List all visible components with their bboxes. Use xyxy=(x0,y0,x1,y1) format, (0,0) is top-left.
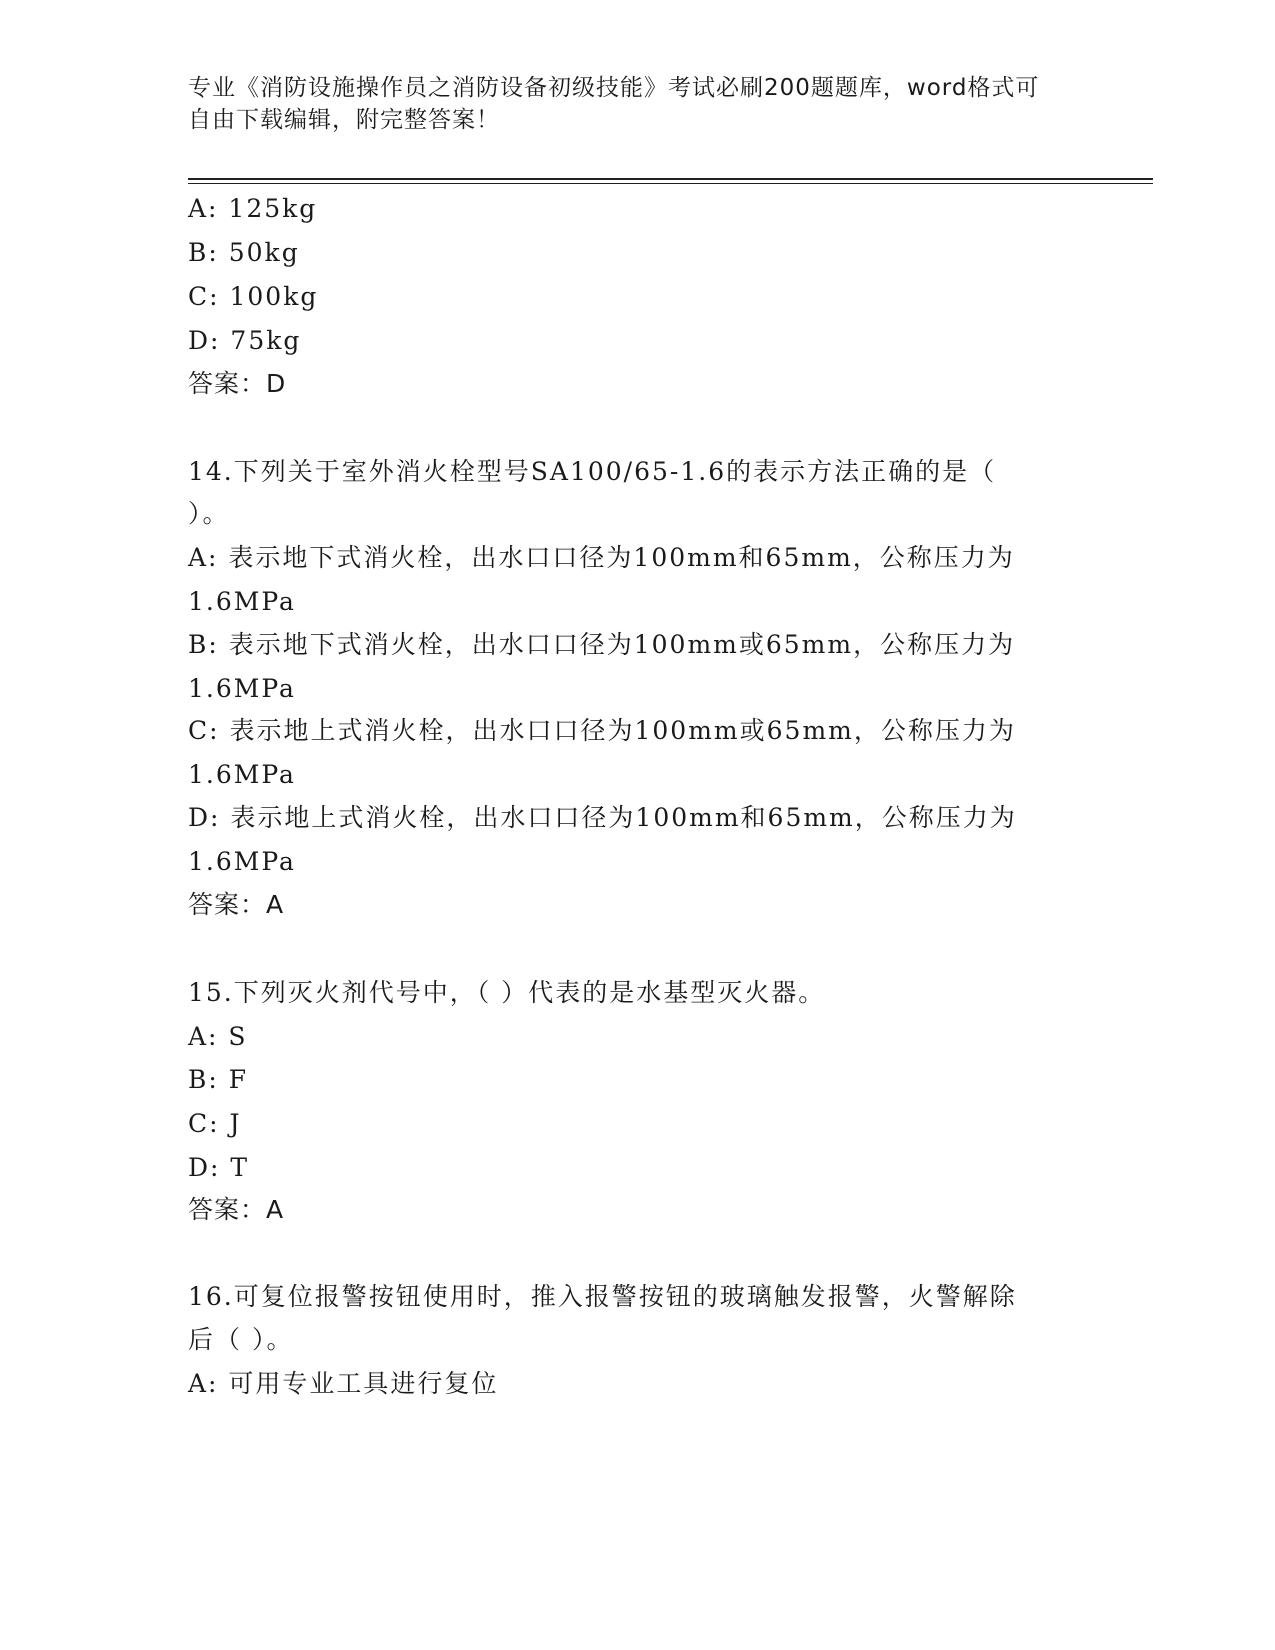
document-header xyxy=(188,72,1068,136)
q14-option-d-cont: 1.6MPa xyxy=(188,847,296,876)
q15-option-a: A: S xyxy=(188,1022,248,1051)
q14-option-c-cont: 1.6MPa xyxy=(188,760,296,789)
prev-option-d: D: 75kg xyxy=(188,326,302,355)
prev-option-b: B: 50kg xyxy=(188,238,300,267)
prev-option-c: C: 100kg xyxy=(188,282,319,311)
q14-option-a: A: 表示地下式消火栓，出水口口径为100mm和65mm，公称压力为 xyxy=(188,543,1015,572)
q16-option-a: A: 可用专业工具进行复位 xyxy=(188,1369,499,1398)
q14-option-d: D: 表示地上式消火栓，出水口口径为100mm和65mm，公称压力为 xyxy=(188,803,1017,832)
q14-stem-line-2: ）。 xyxy=(188,499,230,528)
prev-answer: 答案：D xyxy=(188,369,287,398)
q15-answer: 答案：A xyxy=(188,1195,285,1224)
q14-option-b-cont: 1.6MPa xyxy=(188,674,296,703)
q14-answer: 答案：A xyxy=(188,890,285,919)
header-divider-thin xyxy=(188,183,1153,184)
q15-option-d: D: T xyxy=(188,1153,250,1182)
q15-option-c: C: J xyxy=(188,1109,242,1138)
q14-stem-line-1: 14.下列关于室外消火栓型号SA100/65-1.6的表示方法正确的是（ xyxy=(188,457,997,486)
q15-stem: 15.下列灭火剂代号中，（ ）代表的是水基型灭火器。 xyxy=(188,978,826,1007)
q16-stem-line-2: 后（ ）。 xyxy=(188,1325,294,1354)
q15-option-b: B: F xyxy=(188,1065,249,1094)
header-line-2: 自由下载编辑，附完整答案！ xyxy=(188,107,500,133)
q14-option-c: C: 表示地上式消火栓，出水口口径为100mm或65mm，公称压力为 xyxy=(188,716,1016,745)
q16-stem-line-1: 16.可复位报警按钮使用时，推入报警按钮的玻璃触发报警，火警解除 xyxy=(188,1282,1017,1311)
prev-option-a: A: 125kg xyxy=(188,194,318,223)
header-line-1: 专业《消防设施操作员之消防设备初级技能》考试必刷200题题库，word格式可 xyxy=(188,75,1040,101)
q14-option-a-cont: 1.6MPa xyxy=(188,587,296,616)
q14-option-b: B: 表示地下式消火栓，出水口口径为100mm或65mm，公称压力为 xyxy=(188,630,1016,659)
header-divider xyxy=(188,178,1153,180)
